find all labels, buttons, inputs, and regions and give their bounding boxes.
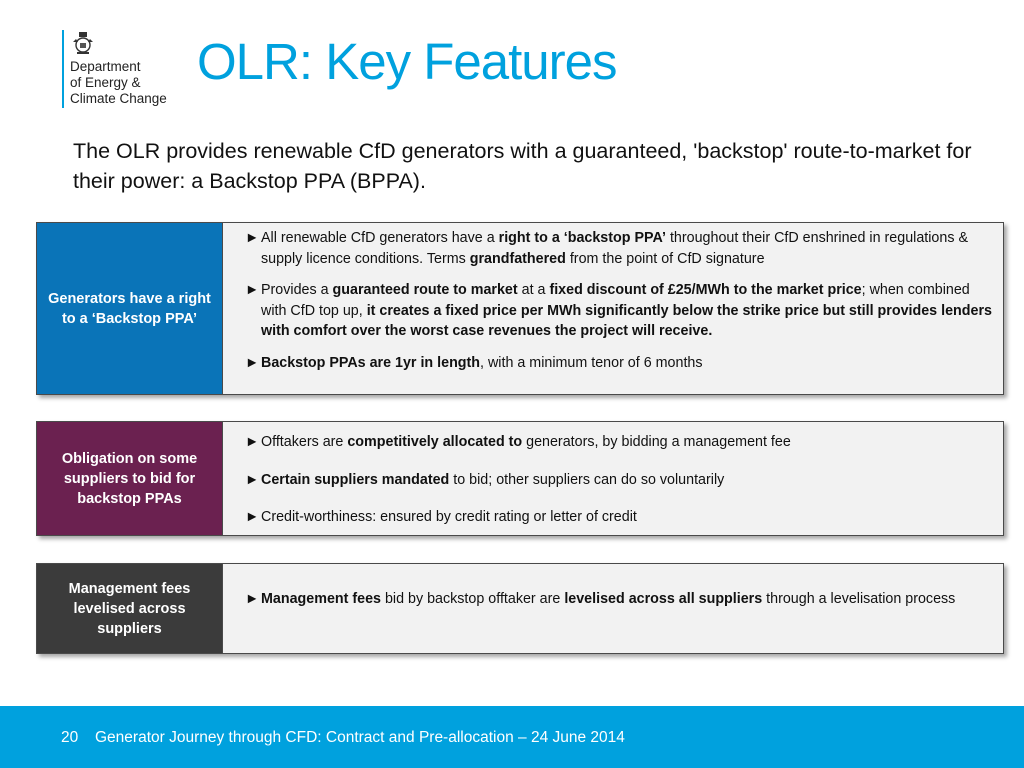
department-name-line: Department bbox=[70, 59, 141, 74]
bullet-text: , with a minimum tenor of 6 months bbox=[480, 354, 703, 371]
bullet-arrow-icon: ► bbox=[245, 230, 260, 246]
department-name-line: of Energy & bbox=[70, 75, 141, 90]
panel-side-label: Management fees levelised across suppliers bbox=[37, 564, 223, 653]
feature-panel-management-fees bbox=[36, 563, 1004, 654]
panel-bullet-list bbox=[245, 432, 993, 535]
bullet-arrow-icon: ► bbox=[245, 282, 260, 298]
feature-panel-supplier-obligation bbox=[36, 421, 1004, 536]
bullet-text: from the point of CfD signature bbox=[565, 250, 765, 267]
page-number: 20 bbox=[61, 729, 79, 746]
bullet-text: through a levelisation process bbox=[762, 591, 956, 607]
logo-divider bbox=[62, 30, 64, 108]
bullet-text: to bid; other suppliers can do so voluntarily bbox=[449, 471, 725, 488]
bullet-bold-text: competitively allocated to bbox=[347, 434, 523, 450]
bullet-text: throughout their CfD enshrined in regulations & supply licence conditions. Terms bbox=[261, 230, 968, 267]
bullet-arrow-icon: ► bbox=[245, 509, 260, 525]
bullet-bold-text: guaranteed route to market bbox=[332, 282, 518, 298]
bullet-bold-text: right to a ‘backstop PPA’ bbox=[498, 230, 666, 246]
bullet-item bbox=[245, 353, 993, 374]
department-name bbox=[70, 59, 167, 107]
bullet-bold-text: Backstop PPAs are 1yr in length bbox=[261, 354, 481, 371]
bullet-text: generators, by bidding a management fee bbox=[522, 434, 791, 450]
royal-crest-icon bbox=[70, 30, 96, 56]
bullet-arrow-icon: ► bbox=[245, 354, 260, 371]
footer-bar bbox=[0, 706, 1024, 768]
bullet-bold-text: grandfathered bbox=[469, 250, 566, 267]
bullet-item bbox=[245, 228, 993, 269]
bullet-item bbox=[245, 589, 993, 610]
slide-title: OLR: Key Features bbox=[197, 33, 617, 90]
bullet-text: at a bbox=[517, 282, 550, 298]
bullet-bold-text: Management fees bbox=[261, 591, 381, 607]
bullet-item bbox=[245, 470, 993, 491]
panel-side-label: Obligation on some suppliers to bid for backstop PPAs bbox=[37, 422, 223, 535]
department-name-line: Climate Change bbox=[70, 91, 167, 106]
bullet-bold-text: fixed discount of £25/MWh to the market price bbox=[549, 282, 862, 298]
department-logo bbox=[62, 30, 190, 110]
bullet-bold-text: it creates a fixed price per MWh significantly below the strike price but still provides lenders with comfort over the worst case revenues the project will receive. bbox=[261, 302, 992, 339]
bullet-bold-text: levelised across all suppliers bbox=[564, 591, 763, 607]
bullet-arrow-icon: ► bbox=[245, 591, 260, 607]
bullet-text: bid by backstop offtaker are bbox=[380, 591, 565, 607]
bullet-text: Provides a bbox=[261, 282, 333, 298]
bullet-arrow-icon: ► bbox=[245, 471, 260, 488]
bullet-text: Credit-worthiness: ensured by credit rating or letter of credit bbox=[261, 509, 637, 525]
panel-side-label: Generators have a right to a ‘Backstop PPA’ bbox=[37, 223, 223, 394]
bullet-item bbox=[245, 280, 993, 342]
bullet-text: Offtakers are bbox=[261, 434, 348, 450]
footer-text: Generator Journey through CFD: Contract and Pre-allocation – 24 June 2014 bbox=[95, 729, 625, 746]
bullet-text: ; when combined with CfD top up, bbox=[261, 282, 970, 319]
bullet-bold-text: Certain suppliers mandated bbox=[261, 471, 450, 488]
bullet-item bbox=[245, 432, 993, 453]
intro-text: The OLR provides renewable CfD generators with a guaranteed, 'backstop' route-to-market for their power: a Backstop PPA (BPPA). bbox=[73, 139, 972, 193]
bullet-arrow-icon: ► bbox=[245, 434, 260, 450]
feature-panel-backstop-ppa bbox=[36, 222, 1004, 395]
panel-bullet-list bbox=[245, 228, 993, 394]
bullet-item bbox=[245, 507, 993, 528]
panel-bullet-list bbox=[245, 589, 993, 653]
bullet-text: All renewable CfD generators have a bbox=[261, 230, 499, 246]
